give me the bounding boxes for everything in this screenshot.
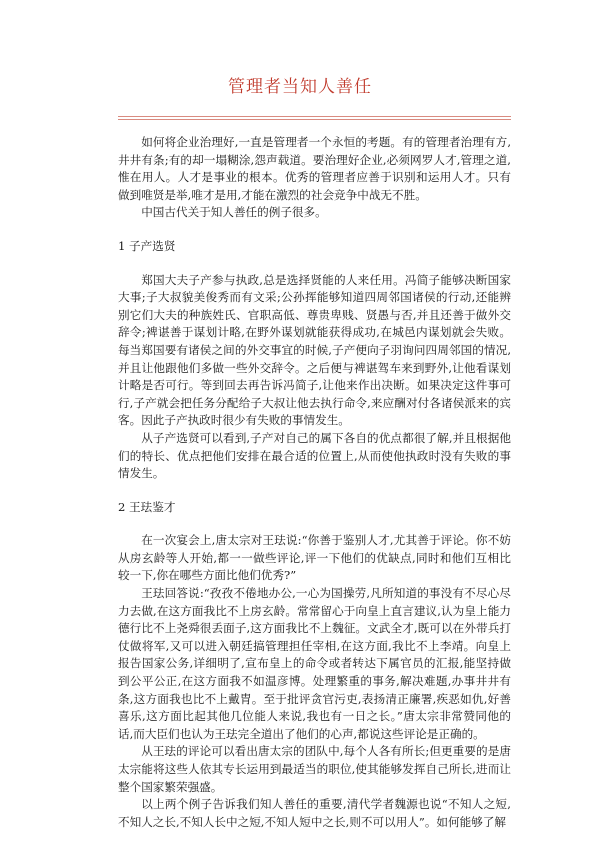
title-divider-bottom [118, 119, 511, 120]
article-body [118, 134, 511, 831]
section-1-paragraph-1: 郑国大夫子产参与执政,总是选择贤能的人来任用。冯简子能够决断国家大事;子大叔貌美俊秀而有文采;公孙挥能够知道四周邻国诸侯的行动,还能辨别它们大夫的种族姓氏、官职高低、尊贵卑贱、贤愚与否,并且还善于做外交辞令;裨谌善于谋划计略,在野外谋划就能获得成功,在城邑内谋划就会失败。每当郑国要有诸侯之间的外交事宜的时候,子产便向子羽询问四周邻国的情况,并且让他跟他们多做一些外交辞令。之后便与裨谌驾车来到野外,让他看谋划计略是否可行。等到回去再告诉冯简子,让他来作出决断。如果决定这件事可行,子产就会把任务分配给子大叔让他去执行命令,来应酬对付各诸侯派来的宾客。因此子产执政时很少有失败的事情发生。 [118, 272, 511, 428]
section-2-paragraph-1: 在一次宴会上,唐太宗对王珐说:“你善于鉴别人才,尤其善于评论。你不妨从房玄龄等人开始,都一一做些评论,评一下他们的优缺点,同时和他们互相比较一下,你在哪些方面比他们优秀?” [118, 533, 511, 583]
title-divider-top [118, 116, 511, 117]
section-2-paragraph-3: 从王珐的评论可以看出唐太宗的团队中,每个人各有所长;但更重要的是唐太宗能将这些人依其专长运用到最适当的职位,使其能够发挥自己所长,进而让整个国家繁荣强盛。 [118, 744, 511, 794]
document-title: 管理者当知人善任 [228, 77, 372, 97]
section-2-heading: 2 王珐鉴才 [118, 499, 176, 514]
section-2-paragraph-4: 以上两个例子告诉我们知人善任的重要,清代学者魏源也说“不知人之短,不知人之长,不知人长中之短,不知人短中之长,则不可以用人”。如何能够了解 [118, 797, 511, 829]
intro-paragraph-2: 中国古代关于知人善任的例子很多。 [141, 205, 327, 220]
section-2-paragraph-2: 王珐回答说:“孜孜不倦地办公,一心为国操劳,凡所知道的事没有不尽心尽力去做,在这方面我比不上房玄龄。常常留心于向皇上直言建议,认为皇上能力德行比不上尧舜很丢面子,这方面我比不上魏征。文武全才,既可以在外带兵打仗做将军,又可以进入朝廷搞管理担任宰相,在这方面,我比不上李靖。向皇上报告国家公务,详细明了,宣布皇上的命令或者转达下属官员的汇报,能坚持做到公平公正,在这方面我不如温彦博。处理繁重的事务,解决难题,办事井井有条,这方面我也比不上戴胄。至于批评贪官污吏,表扬清正廉署,疾恶如仇,好善喜乐,这方面比起其他几位能人来说,我也有一日之长。”唐太宗非常赞同他的话,而大臣们也认为王珐完全道出了他们的心声,都说这些评论是正确的。 [118, 586, 511, 741]
intro-paragraph-1: 如何将企业治理好,一直是管理者一个永恒的考题。有的管理者治理有方,井井有条;有的却一塌糊涂,怨声载道。要治理好企业,必须网罗人才,管理之道,惟在用人。人才是事业的根本。优秀的管理者应善于识别和运用人才。只有做到唯贤是举,唯才是用,才能在激烈的社会竞争中战无不胜。 [118, 135, 511, 202]
section-1-paragraph-2: 从子产选贤可以看到,子产对自己的属下各自的优点都很了解,并且根据他们的特长、优点把他们安排在最合适的位置上,从而使他执政时没有失败的事情发生。 [118, 430, 511, 481]
section-1-heading: 1 子产选贤 [118, 238, 176, 253]
